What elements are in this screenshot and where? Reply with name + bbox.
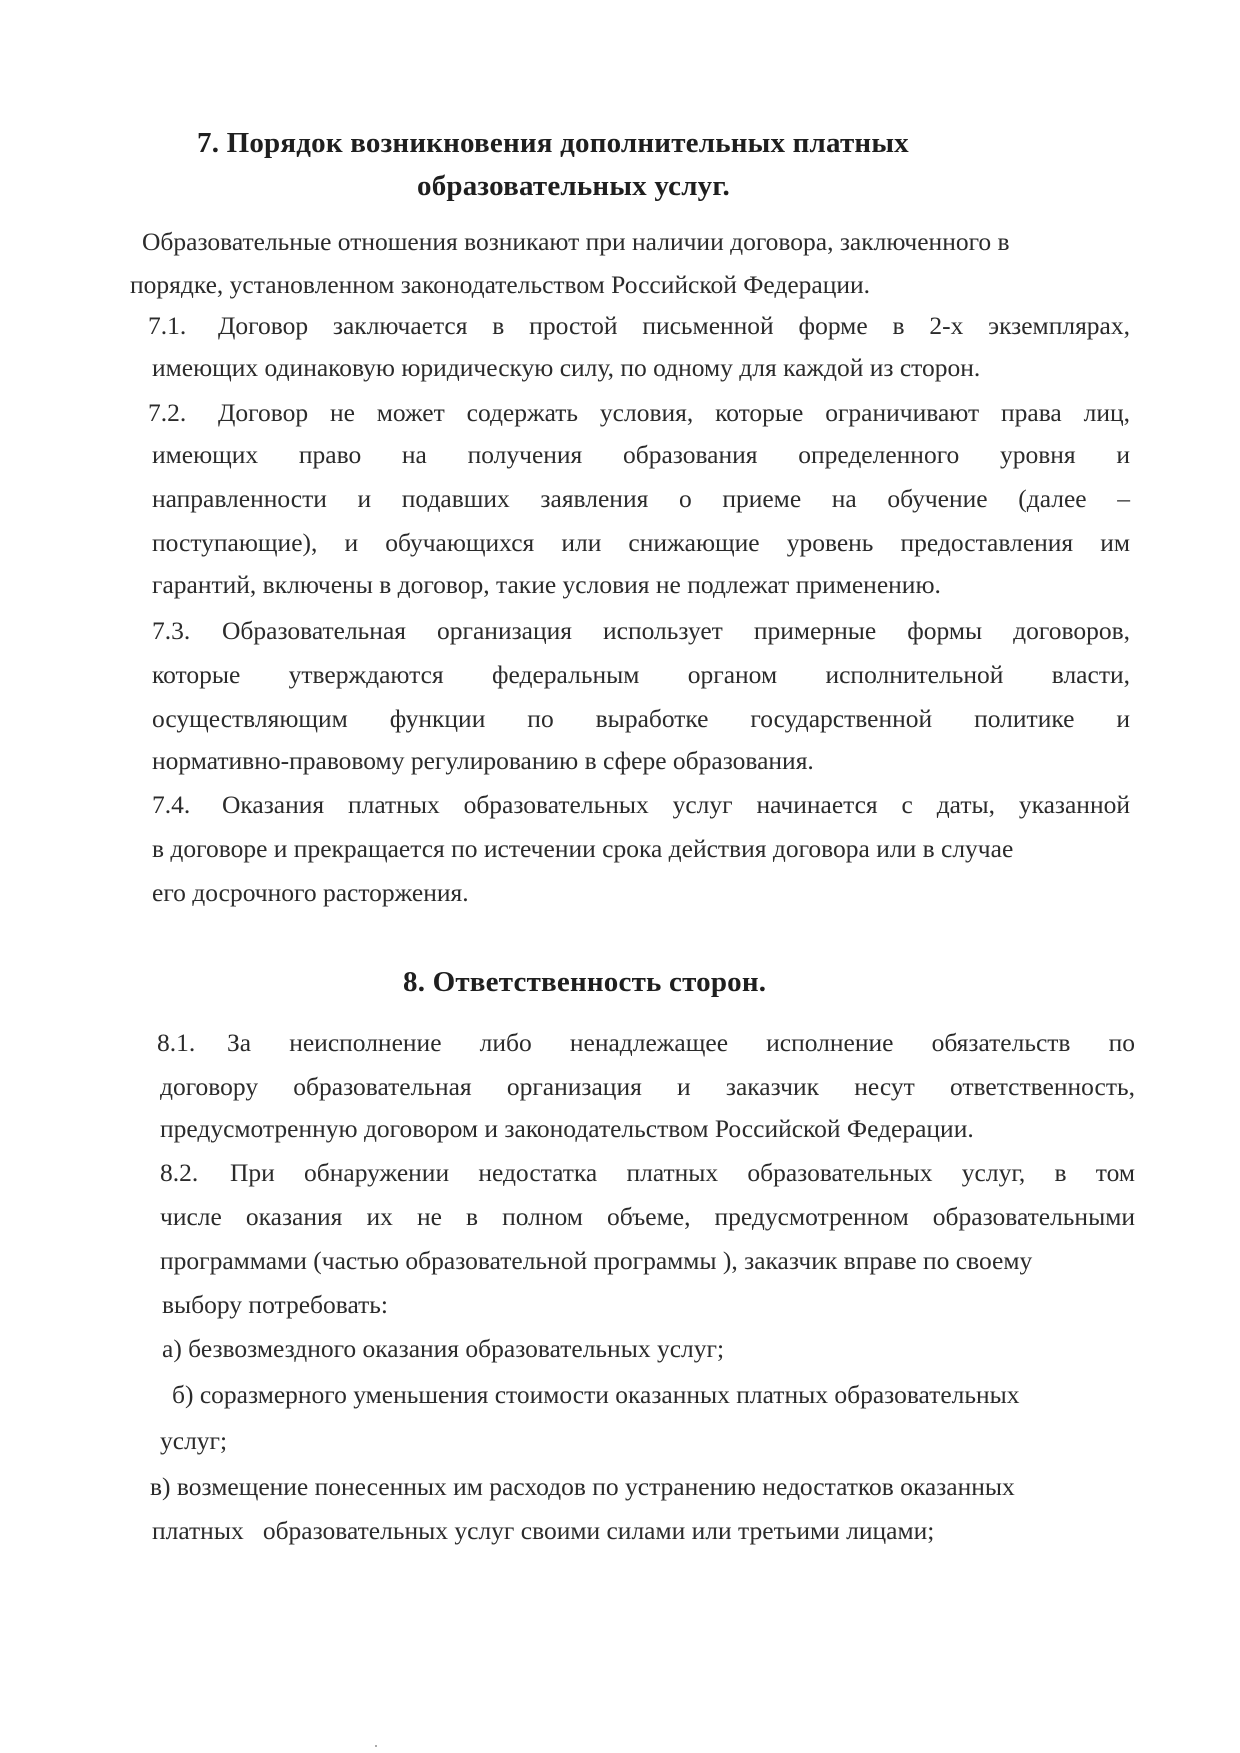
clause-number: 7.4. <box>152 790 191 819</box>
clause-7-1-line-1 <box>148 313 1130 339</box>
clause-7-3-line-2: которые утверждаются федеральным органом исполнительной власти, <box>152 660 1130 689</box>
clause-7-2-line-5: гарантий, включены в договор, такие условия не подлежат применению. <box>152 570 941 599</box>
subitem-a: а) безвозмездного оказания образовательных услуг; <box>162 1334 725 1363</box>
section-7-intro-line-1: Образовательные отношения возникают при наличии договора, заключенного в <box>142 227 1010 256</box>
clause-7-1-line-2: имеющих одинаковую юридическую силу, по одному для каждой из сторон. <box>152 353 981 382</box>
clause-text: При обнаружении недостатка платных образовательных услуг, в том <box>230 1158 1135 1187</box>
subitem-b-line-2: услуг; <box>160 1426 228 1455</box>
clause-8-2-line-3: программами (частью образовательной программы ), заказчик вправе по своему <box>160 1246 1033 1275</box>
clause-7-4-line-2: в договоре и прекращается по истечении срока действия договора или в случае <box>152 834 1014 863</box>
scan-speck <box>375 1745 377 1747</box>
subitem-b-line-1: б) соразмерного уменьшения стоимости оказанных платных образовательных <box>172 1380 1020 1409</box>
clause-8-2-line-2: числе оказания их не в полном объеме, предусмотренном образовательными <box>160 1202 1135 1231</box>
section-7-title-line-1: 7. Порядок возникновения дополнительных платных <box>197 127 909 159</box>
clause-8-2-line-4: выбору потребовать: <box>162 1290 388 1319</box>
clause-text: Договор заключается в простой письменной форме в 2-х экземплярах, <box>218 311 1130 340</box>
clause-number: 7.3. <box>152 616 191 645</box>
clause-number: 7.1. <box>148 311 187 340</box>
clause-7-2-line-2: имеющих право на получения образования определенного уровня и <box>152 440 1130 469</box>
section-7-intro-line-2: порядке, установленном законодательством Российской Федерации. <box>130 270 871 299</box>
subitem-c-line-1: в) возмещение понесенных им расходов по устранению недостатков оказанных <box>150 1472 1015 1501</box>
clause-number: 8.2. <box>160 1158 199 1187</box>
clause-7-4-line-3: его досрочного расторжения. <box>152 878 469 907</box>
clause-text: Образовательная организация использует примерные формы договоров, <box>222 616 1130 645</box>
clause-7-2-line-3: направленности и подавших заявления о приеме на обучение (далее – <box>152 484 1130 513</box>
clause-7-3-line-4: нормативно-правовому регулированию в сфере образования. <box>152 746 814 775</box>
clause-7-3-line-3: осуществляющим функции по выработке государственной политике и <box>152 704 1130 733</box>
clause-8-1-line-3: предусмотренную договором и законодательством Российской Федерации. <box>160 1114 974 1143</box>
clause-number: 7.2. <box>148 398 187 427</box>
clause-7-3-line-1 <box>152 618 1130 644</box>
clause-text: За неисполнение либо ненадлежащее исполнение обязательств по <box>227 1028 1135 1057</box>
clause-8-1-line-2: договору образовательная организация и заказчик несут ответственность, <box>160 1072 1135 1101</box>
subitem-c-line-2: платных образовательных услуг своими силами или третьими лицами; <box>152 1516 935 1545</box>
section-7-title-line-2: образовательных услуг. <box>417 170 730 202</box>
clause-text: Оказания платных образовательных услуг начинается с даты, указанной <box>222 790 1130 819</box>
clause-8-1-line-1 <box>157 1030 1135 1056</box>
clause-7-2-line-1 <box>148 400 1130 426</box>
clause-7-4-line-1 <box>152 792 1130 818</box>
clause-8-2-line-1 <box>160 1160 1135 1186</box>
clause-text: Договор не может содержать условия, которые ограничивают права лиц, <box>218 398 1130 427</box>
section-8-title: 8. Ответственность сторон. <box>403 966 767 998</box>
clause-number: 8.1. <box>157 1028 196 1057</box>
clause-7-2-line-4: поступающие), и обучающихся или снижающие уровень предоставления им <box>152 528 1130 557</box>
